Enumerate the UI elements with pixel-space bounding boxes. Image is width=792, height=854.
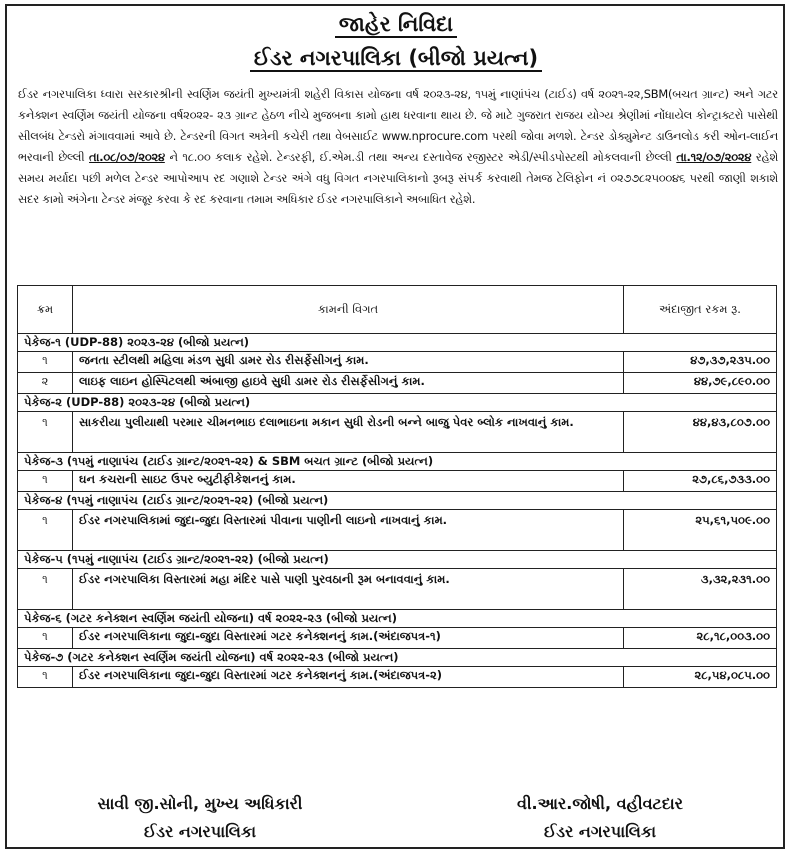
online-deadline-date: તા.૦૮/૦૭/૨૦૨૪ [89,150,165,164]
row-serial: ૧ [18,471,73,492]
package-title: પેકેજ-૧ (UDP-88) ૨૦૨૩-૨૪ (બીજો પ્રયત્ન) [18,334,777,352]
row-description: ઘન કચરાની સાઇટ ઉપર બ્યુટીફીકેશનનું કામ. [73,471,624,492]
right-signature-block [440,790,760,846]
notice-subheading: ઈડર નગરપાલિકા (બીજો પ્રયત્ન) [0,46,792,71]
row-description: લાઇફ લાઇન હોસ્પિટલથી અંબાજી હાઇવે સુધી ડામર રોડ રીસર્ફેસીગનું કામ. [73,373,624,394]
notice-text-part3: રહેશે સમય મર્યાદા પછી મળેલ ટેન્ડર આપોઆપ રદ ગણાશે ટેન્ડર અંગે વધુ વિગત નગરપાલિકાનો રૂબરૂ સંપર્ક કરવાથી તેમજ ટેલિફોન નં ૦૨૭૭૮૨૫૦૦૪૬ પરથી જાણી શકાશે સદર કામો અંગેના ટેન્ડર મંજૂર કરવા કે રદ કરવાના તમામ અધિકાર ઈડર નગરપાલિકાને અબાધિત રહેશે. [18,150,779,206]
row-amount: ૨૭,૮૬,૭૩૩.૦૦ [624,471,777,492]
row-description: જનતા સ્ટીલથી મહિલા મંડળ સુધી ડામર રોડ રીસર્ફેસીગનું કામ. [73,352,624,373]
package-title: પેકેજ-૩ (૧૫મું નાણાપંચ (ટાઈડ ગ્રાન્ટ/૨૦૨૧-૨૨) & SBM બચત ગ્રાન્ટ (બીજો પ્રયત્ન) [18,453,777,471]
table-header-row [18,286,777,334]
row-amount: ૨૫,૬૧,૫૦૯.૦૦ [624,510,777,551]
right-signatory-name: વી.આર.જોષી, વહીવટદાર [517,794,683,813]
table-row [18,412,777,453]
row-amount: ૪૪,૭૯,૮૯૦.૦૦ [624,373,777,394]
table-row [18,373,777,394]
row-amount: ૪૪,૪૩,૮૦૭.૦૦ [624,412,777,453]
notice-text-part2: ને ૧૮.૦૦ કલાક રહેશે. ટેન્ડરફી, ઈ.એમ.ડી તથા અન્ય દસ્તાવેજ રજીસ્ટર એડી/સ્પીડપોસ્ટથી મોકલવાની છેલ્લી [169,150,672,164]
package-row [18,649,777,667]
table-row [18,510,777,551]
works-table [17,285,777,688]
package-row [18,453,777,471]
table-row [18,569,777,610]
table-row [18,471,777,492]
package-title: પેકેજ-૨ (UDP-88) ૨૦૨૩-૨૪ (બીજો પ્રયત્ન) [18,394,777,412]
row-description: ઈડર નગરપાલિકાના જુદા-જુદા વિસ્તારમાં ગટર કનેક્શનનું કામ.(અંદાજપત્ર-૧) [73,628,624,649]
left-signatory-name: સાવી જી.સોની, મુખ્ય અધિકારી [97,794,303,813]
row-description: સાકરીયા પુલીયાથી પરમાર ચીમનભાઇ દલાભાઇના મકાન સુધી રોડની બન્ને બાજુ પેવર બ્લોક નાખવાનું કામ. [73,412,624,453]
row-description: ઈડર નગરપાલિકા વિસ્તારમાં મહા મંદિર પાસે પાણી પુરવઠાની રૂમ બનાવવાનું કામ. [73,569,624,610]
physical-deadline-date: તા.૧૨/૦૭/૨૦૨૪ [676,150,752,164]
package-row [18,492,777,510]
package-row [18,334,777,352]
package-row [18,610,777,628]
package-row [18,551,777,569]
left-signatory-org: ઈડર નગરપાલિકા [143,822,257,841]
header-description: કામની વિગત [73,286,624,334]
package-title: પેકેજ-૬ (ગટર કનેક્શન સ્વર્ણિમ જયંતી યોજના) વર્ષ ૨૦૨૨-૨૩ (બીજો પ્રયત્ન) [18,610,777,628]
notice-paragraph [18,84,778,210]
package-title: પેકેજ-૪ (૧૫મું નાણાપંચ (ટાઈડ ગ્રાન્ટ/૨૦૨૧-૨૨) (બીજો પ્રયત્ન) [18,492,777,510]
notice-text-part1: ઈડર નગરપાલિકા ધ્વારા સરકારશ્રીની સ્વર્ણિમ જયંતી મુખ્યમંત્રી શહેરી વિકાસ યોજના વર્ષ ૨૦૨૩-૨૪, ૧૫મું નાણાંપંચ (ટાઈડ) વર્ષ ૨૦૨૧-૨૨,SBM(બચત ગ્રાન્ટ) અને ગટર કનેક્શન સ્વર્ણિમ જયંતી યોજના વર્ષ૨૦૨૨- ૨૩ ગ્રાન્ટ હેઠળ નીચે મુજબના કામો હાથ ધરવાના થાય છે. જે માટે ગુજરાત રાજય યોગ્ય શ્રેણીમાં નોંધાયેલ કોન્ટ્રાક્ટરો પાસેથી સીલબંધ ટેન્ડરો મંગાવવામાં આવે છે. ટેન્ડરની વિગત અત્રેની કચેરી તથા વેબસાઈટ www.nprocure.com પરથી જોવા મળશે. ટેન્ડર ડોક્યુમેન્ટ ડાઉનલોડ કરી ઓન-લાઈન ભરવાની છેલ્લી [18,87,778,164]
row-amount: ૨૮,૫૪,૦૮૫.૦૦ [624,667,777,688]
row-amount: ૩,૩૨,૨૩૧.૦૦ [624,569,777,610]
row-amount: ૨૮,૧૮,૦૦૩.૦૦ [624,628,777,649]
row-serial: ૧ [18,352,73,373]
row-amount: ૪૭,૩૭,૨૩૫.૦૦ [624,352,777,373]
row-serial: ૧ [18,628,73,649]
header-serial: ક્રમ [18,286,73,334]
row-description: ઈડર નગરપાલિકામાં જુદા-જુદા વિસ્તારમાં પીવાના પાણીની લાઇનો નાખવાનું કામ. [73,510,624,551]
row-serial: ૧ [18,510,73,551]
package-title: પેકેજ-૭ (ગટર કનેક્શન સ્વર્ણિમ જયંતી યોજના) વર્ષ ૨૦૨૨-૨૩ (બીજો પ્રયત્ન) [18,649,777,667]
notice-heading: જાહેર નિવિદા [0,12,792,37]
row-serial: ૧ [18,412,73,453]
table-row [18,667,777,688]
row-serial: ૨ [18,373,73,394]
row-description: ઈડર નગરપાલિકાના જુદા-જુદા વિસ્તારમાં ગટર કનેક્શનનું કામ.(અંદાજપત્ર-૨) [73,667,624,688]
table-row [18,628,777,649]
row-serial: ૧ [18,569,73,610]
header-amount: અંદાજીત રકમ રૂ. [624,286,777,334]
package-row [18,394,777,412]
left-signature-block [40,790,360,846]
table-row [18,352,777,373]
package-title: પેકેજ-૫ (૧૫મું નાણાપંચ (ટાઈડ ગ્રાન્ટ/૨૦૨૧-૨૨) (બીજો પ્રયત્ન) [18,551,777,569]
right-signatory-org: ઈડર નગરપાલિકા [543,822,657,841]
row-serial: ૧ [18,667,73,688]
